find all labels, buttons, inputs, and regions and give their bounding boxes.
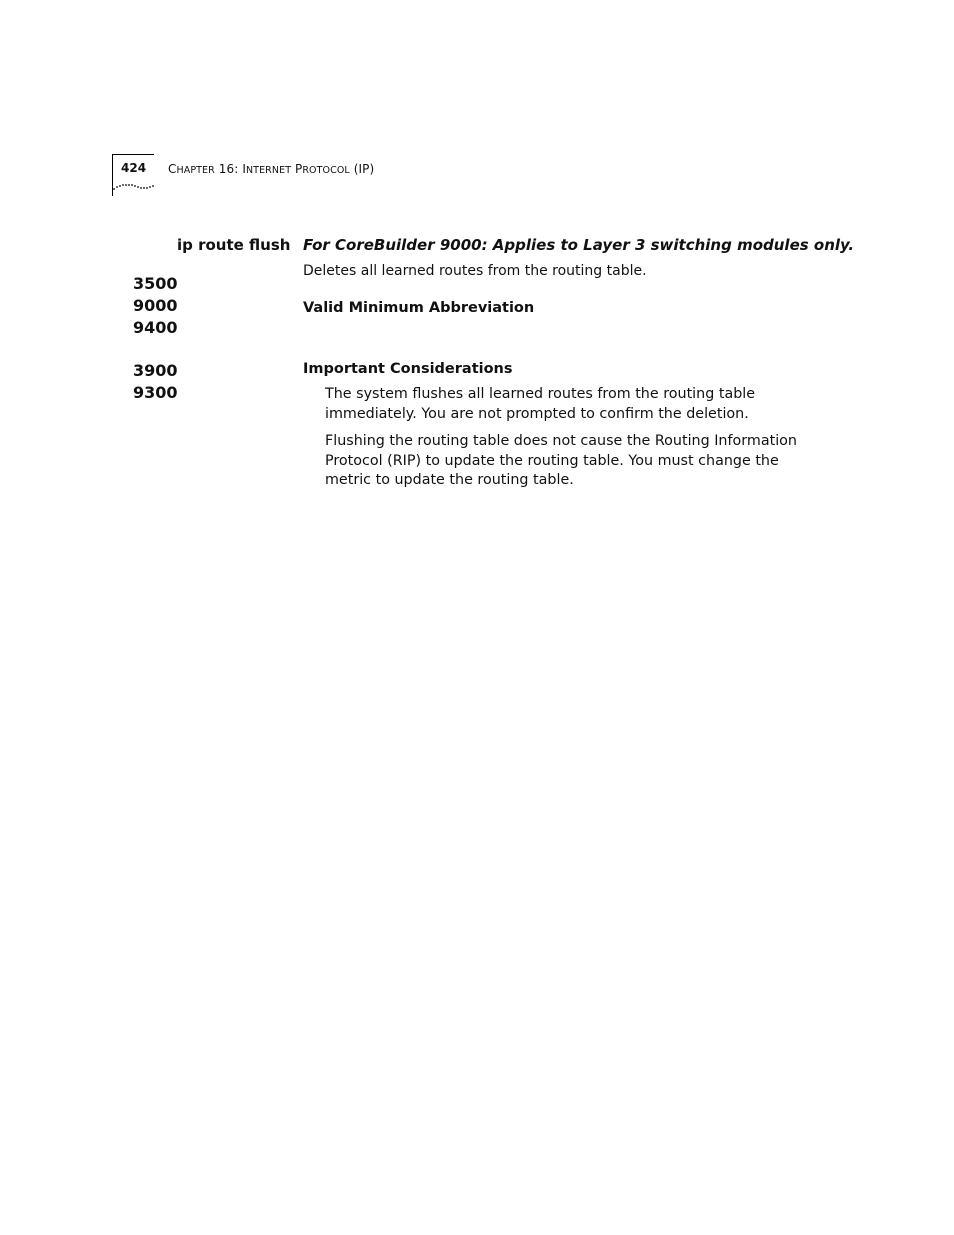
command-name: ip route flush bbox=[177, 236, 291, 254]
consideration-paragraph: Flushing the routing table does not cause the Routing Information Protocol (RIP) to update the routing table. You must change the metric to update the routing table. bbox=[325, 433, 797, 488]
platform-item: 9400 bbox=[133, 318, 178, 337]
platform-item: 9000 bbox=[133, 296, 178, 315]
platform-item: 9300 bbox=[133, 383, 178, 402]
consideration-paragraph: The system flushes all learned routes from the routing table immediately. You are not prompted to confirm the deletion. bbox=[325, 386, 756, 422]
dotted-ornament-icon bbox=[113, 178, 155, 194]
running-head: CHAPTER 16: INTERNET PROTOCOL (IP) bbox=[168, 162, 375, 176]
section-heading-important-considerations: Important Considerations bbox=[303, 361, 513, 377]
section-heading-valid-minimum-abbreviation: Valid Minimum Abbreviation bbox=[303, 300, 535, 316]
platform-list bbox=[133, 360, 178, 404]
page-number: 424 bbox=[121, 161, 147, 175]
command-description: Deletes all learned routes from the routing table. bbox=[303, 263, 647, 279]
platform-item: 3500 bbox=[133, 274, 178, 293]
platform-list bbox=[133, 273, 178, 339]
frame-horizontal-rule bbox=[112, 154, 154, 155]
applies-to-note: For CoreBuilder 9000: Applies to Layer 3 switching modules only. bbox=[303, 236, 855, 254]
platform-item: 3900 bbox=[133, 361, 178, 380]
